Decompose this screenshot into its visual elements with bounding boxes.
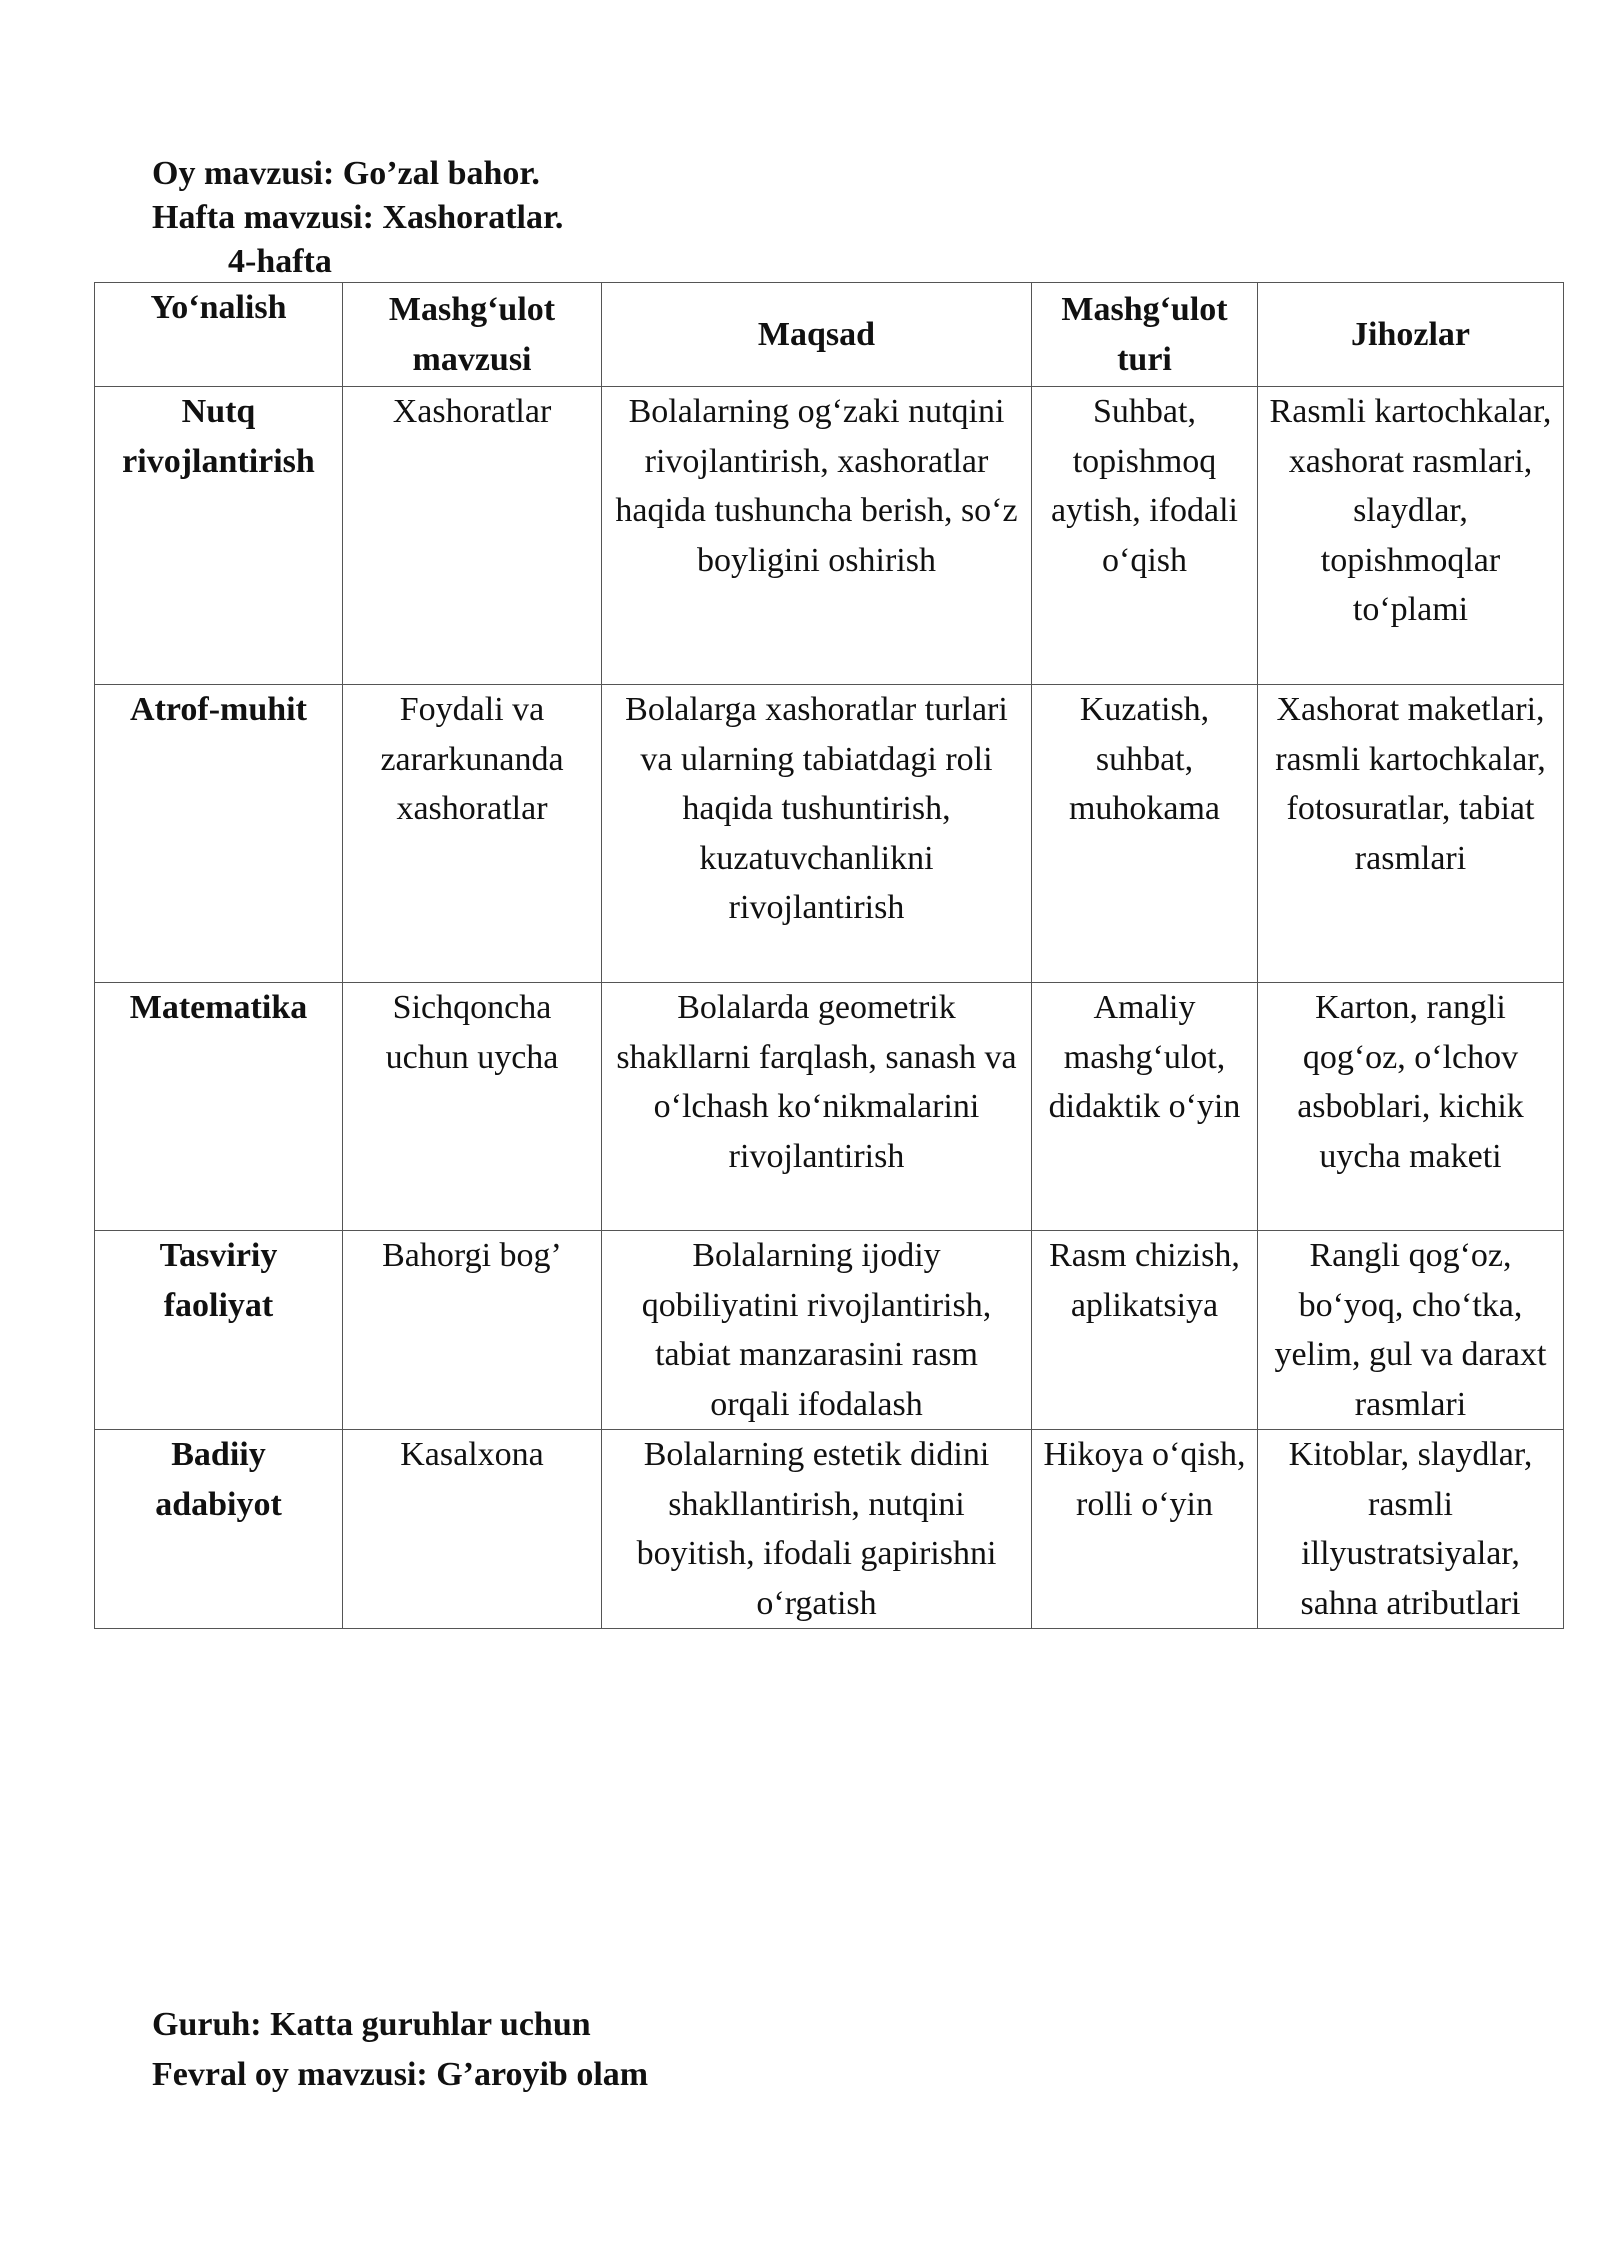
cell-type: Rasm chizish, aplikatsiya <box>1032 1231 1258 1430</box>
cell-goal: Bolalarning ijodiy qobiliyatini rivojlantirish, tabiat manzarasini rasm orqali ifodalash <box>602 1231 1032 1430</box>
february-theme: Fevral oy mavzusi: G’aroyib olam <box>152 2056 649 2093</box>
cell-topic: Foydali va zararkunanda xashoratlar <box>343 685 602 983</box>
cell-type: Hikoya o‘qish, rolli o‘yin <box>1032 1430 1258 1629</box>
cell-direction: Nutq rivojlantirish <box>95 387 343 685</box>
column-header-goal: Maqsad <box>602 283 1032 387</box>
cell-equipment: Xashorat maketlari, rasmli kartochkalar, fotosuratlar, tabiat rasmlari <box>1258 685 1564 983</box>
table-row <box>95 685 1564 983</box>
cell-equipment: Kitoblar, slaydlar, rasmli illyustratsiyalar, sahna atributlari <box>1258 1430 1564 1629</box>
column-header-direction: Yo‘nalish <box>95 283 343 387</box>
group-label: Guruh: Katta guruhlar uchun <box>152 2006 591 2043</box>
table-row <box>95 1430 1564 1629</box>
cell-equipment: Rasmli kartochkalar, xashorat rasmlari, slaydlar, topishmoqlar to‘plami <box>1258 387 1564 685</box>
lesson-plan-table <box>94 282 1564 1629</box>
table-row <box>95 983 1564 1231</box>
cell-type: Kuzatish, suhbat, muhokama <box>1032 685 1258 983</box>
table-header-row <box>95 283 1564 387</box>
cell-type: Suhbat, topishmoq aytish, ifodali o‘qish <box>1032 387 1258 685</box>
cell-type: Amaliy mashg‘ulot, didaktik o‘yin <box>1032 983 1258 1231</box>
cell-goal: Bolalarning og‘zaki nutqini rivojlantirish, xashoratlar haqida tushuncha berish, so‘z boyligini oshirish <box>602 387 1032 685</box>
cell-goal: Bolalarga xashoratlar turlari va ularning tabiatdagi roli haqida tushuntirish, kuzatuvchanlikni rivojlantirish <box>602 685 1032 983</box>
cell-topic: Xashoratlar <box>343 387 602 685</box>
column-header-type: Mashg‘ulot turi <box>1032 283 1258 387</box>
cell-topic: Sichqoncha uchun uycha <box>343 983 602 1231</box>
week-theme: Hafta mavzusi: Xashoratlar. <box>152 199 564 236</box>
cell-direction: Matematika <box>95 983 343 1231</box>
cell-topic: Bahorgi bog’ <box>343 1231 602 1430</box>
cell-direction: Tasviriy faoliyat <box>95 1231 343 1430</box>
cell-goal: Bolalarda geometrik shakllarni farqlash, sanash va o‘lchash ko‘nikmalarini rivojlantirish <box>602 983 1032 1231</box>
month-theme: Oy mavzusi: Go’zal bahor. <box>152 155 540 192</box>
column-header-topic: Mashg‘ulot mavzusi <box>343 283 602 387</box>
cell-direction: Badiiy adabiyot <box>95 1430 343 1629</box>
cell-direction: Atrof-muhit <box>95 685 343 983</box>
cell-topic: Kasalxona <box>343 1430 602 1629</box>
cell-equipment: Karton, rangli qog‘oz, o‘lchov asboblari, kichik uycha maketi <box>1258 983 1564 1231</box>
week-number: 4-hafta <box>228 243 332 280</box>
column-header-equipment: Jihozlar <box>1258 283 1564 387</box>
cell-goal: Bolalarning estetik didini shakllantirish, nutqini boyitish, ifodali gapirishni o‘rgatish <box>602 1430 1032 1629</box>
table-row <box>95 387 1564 685</box>
table-row <box>95 1231 1564 1430</box>
cell-equipment: Rangli qog‘oz, bo‘yoq, cho‘tka, yelim, gul va daraxt rasmlari <box>1258 1231 1564 1430</box>
